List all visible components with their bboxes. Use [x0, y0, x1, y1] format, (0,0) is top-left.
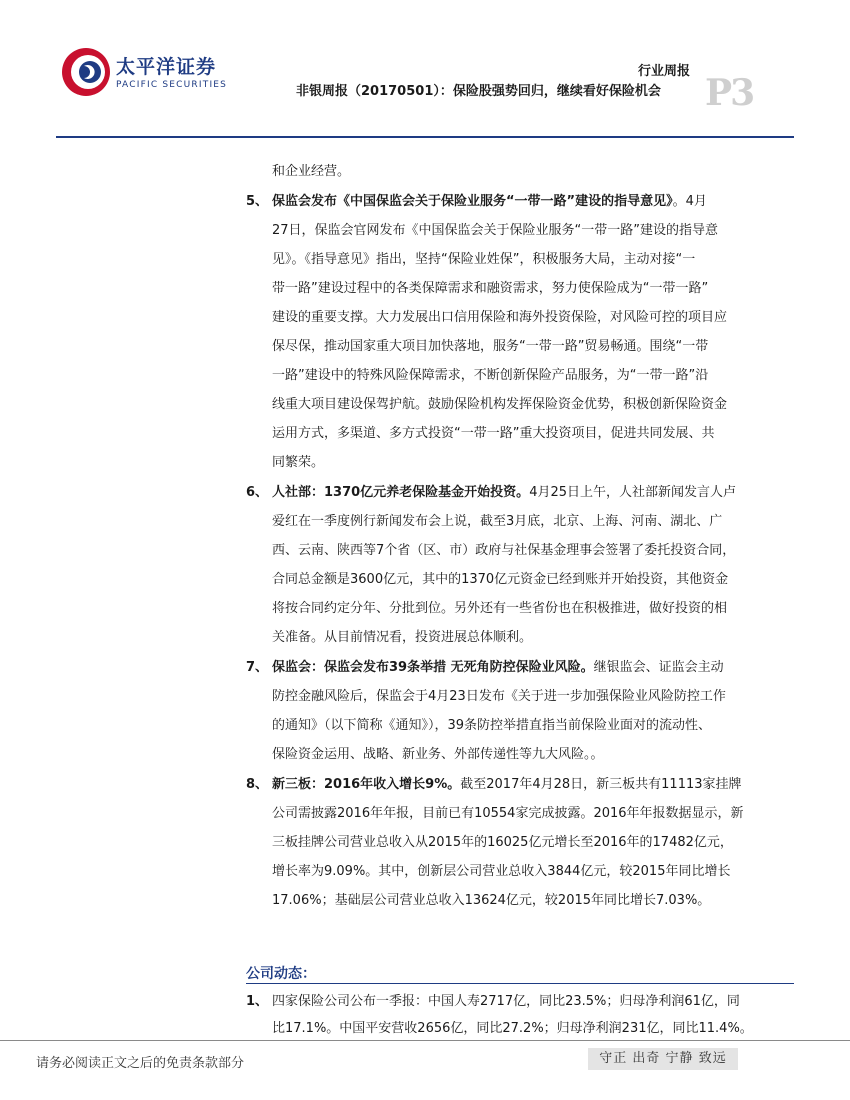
- item-line: 见》。《指导意见》指出，坚持“保险业姓保”，积极服务大局，主动对接“一: [272, 252, 696, 267]
- item-number: 6、: [246, 485, 269, 500]
- report-title: 非银周报（20170501）：保险股强势回归，继续看好保险机会: [296, 84, 661, 99]
- item-line: 比17.1%。中国平安营收2656亿，同比27.2%；归母净利润231亿，同比11.4%。: [272, 1021, 753, 1036]
- item-line: 公司需披露2016年年报，目前已有10554家完成披露。2016年年报数据显示，新: [272, 806, 744, 821]
- item-lead: 新三板：2016年收入增长9%。: [272, 777, 461, 792]
- logo-text-en: PACIFIC SECURITIES: [116, 80, 228, 90]
- section-divider: [246, 983, 794, 984]
- item-line: 合同总金额是3600亿元，其中的1370亿元资金已经到账并开始投资，其他资金: [272, 572, 729, 587]
- item-line: 建设的重要支撑。大力发展出口信用保险和海外投资保险，对风险可控的项目应: [272, 310, 728, 325]
- item-line: 17.06%；基础层公司营业总收入13624亿元，较2015年同比增长7.03%。: [272, 893, 711, 908]
- page-number: P3: [705, 72, 754, 114]
- item-line: 27日，保监会官网发布《中国保监会关于保险业服务“一带一路”建设的指导意: [272, 223, 719, 238]
- item-line: 的通知》（以下简称《通知》），39条防控举措直指当前保险业面对的流动性、: [272, 718, 712, 733]
- footer-disclaimer: 请务必阅读正文之后的免责条款部分: [36, 1056, 245, 1071]
- item-lead: 保监会：保监会发布39条举措 无死角防控保险业风险。: [272, 660, 594, 675]
- item-line: 线重大项目建设保驾护航。鼓励保险机构发挥保险资金优势，积极创新保险资金: [272, 397, 728, 412]
- item-line: [272, 194, 707, 210]
- item-line: 四家保险公司公布一季报：中国人寿2717亿，同比23.5%；归母净利润61亿，同: [272, 994, 740, 1009]
- item-line: 保险资金运用、战略、新业务、外部传递性等九大风险。。: [272, 747, 604, 762]
- item-number: 8、: [246, 777, 269, 792]
- item-lead: 保监会发布《中国保监会关于保险业服务“一带一路”建设的指导意见》: [272, 194, 673, 209]
- item-line: 运用方式，多渠道、多方式投资“一带一路”重大投资项目，促进共同发展、共: [272, 426, 715, 441]
- section-heading-company-news: 公司动态：: [246, 966, 316, 982]
- item-text: 。4月: [672, 194, 707, 209]
- item-line: 同繁荣。: [272, 455, 325, 470]
- item-line: 保尽保，推动国家重大项目加快落地，服务“一带一路”贸易畅通。围绕“一带: [272, 339, 709, 354]
- item-text: 截至2017年4月28日，新三板共有11113家挂牌: [460, 777, 742, 792]
- item-number: 5、: [246, 194, 269, 209]
- item-line: 带一路”建设过程中的各类保障需求和融资需求，努力使保险成为“一带一路”: [272, 281, 709, 296]
- item-line: 西、云南、陕西等7个省（区、市）政府与社保基金理事会签署了委托投资合同，: [272, 543, 736, 558]
- item-line: 增长率为9.09%。其中，创新层公司营业总收入3844亿元，较2015年同比增长: [272, 864, 731, 879]
- item-line: 关准备。从目前情况看，投资进展总体顺利。: [272, 630, 533, 645]
- item-lead: 人社部：1370亿元养老保险基金开始投资。: [272, 485, 530, 500]
- item-line: 将按合同约定分年、分批到位。另外还有一些省份也在积极推进，做好投资的相: [272, 601, 728, 616]
- item-line: 一路”建设中的特殊风险保障需求，不断创新保险产品服务，为“一带一路”沿: [272, 368, 709, 383]
- item-line: [272, 660, 724, 676]
- report-type: 行业周报: [638, 64, 691, 79]
- footer-motto: 守正 出奇 宁静 致远: [588, 1048, 738, 1070]
- item-line: 爱红在一季度例行新闻发布会上说，截至3月底，北京、上海、河南、湖北、广: [272, 514, 723, 529]
- item-text: 继银监会、证监会主动: [593, 660, 724, 675]
- item-line: 三板挂牌公司营业总收入从2015年的16025亿元增长至2016年的17482亿元，: [272, 835, 733, 850]
- item-line: [272, 777, 742, 793]
- item-line: 防控金融风险后，保监会于4月23日发布《关于进一步加强保险业风险防控工作: [272, 689, 726, 704]
- item-number: 1、: [246, 994, 269, 1009]
- item-text: 4月25日上午，人社部新闻发言人卢: [529, 485, 737, 500]
- item-line: [272, 485, 736, 501]
- item-number: 7、: [246, 660, 269, 675]
- logo-text-cn: 太平洋证券: [116, 56, 217, 78]
- footer-divider: [0, 1040, 850, 1041]
- intro-line: 和企业经营。: [272, 164, 351, 179]
